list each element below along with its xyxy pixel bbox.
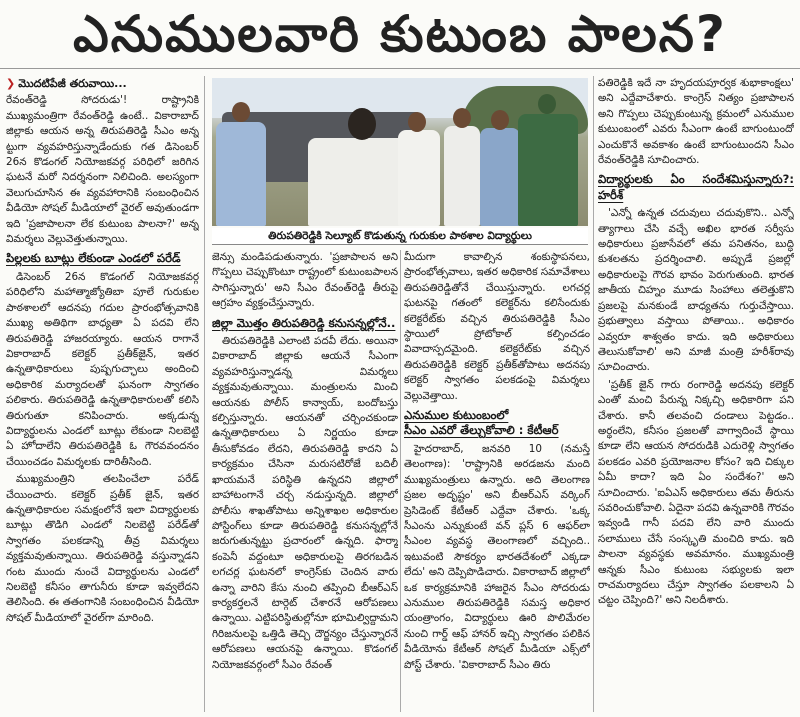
photo-person-head bbox=[491, 110, 509, 130]
column-divider bbox=[204, 76, 205, 712]
subhead-district: జిల్లా మొత్తం తిరుపతిరెడ్డి కనుసన్నల్లోనే.. bbox=[212, 315, 396, 330]
body-paragraph: 'ప్రతీక్ జైన్ గారు రంగారెడ్డి అదనపు కలెక్టర్ ఎంతో మంచి పేరున్న నిక్కచ్చి అధికారిగా పని చేశారు. కానీ తలవంచి దండాలు పెట్టడం.. అర్థంలేని, కనీసం ప్రజలతో వాగ్వాదించే స్థాయి కూడా లేని ఆయన సోదరుడికి ఎదురెళ్లి స్వాగతం పలకడం ఎవరి ప్రయోజనాల కోసం? ఇది చిక్కుల ఏమీ కాదా? ఇది ఏం సందేశం?' అని సూచించారు. 'ఐఏఎస్ అధికారులు తమ తీరును సవరించుకోవాలి. ఏదైనా పదవి ఉన్నవారికి గౌరవం ఇవ్వండి గానీ పదవి లేని వారి ముందు సలాములు చేసే సంస్కృతి మంచిది కాదు. ఇది పాలనా వ్యవస్థకు అవమానం. ముఖ్యమంత్రి ఆన్నకు సీఎం కుటుంబ సభ్యులకు ఇలా రాచమర్యాదలు చేస్తూ స్వాగతం పలకాలని ఏ చట్టం చెప్పింది?' అని నిలదీశారు. bbox=[598, 378, 794, 607]
intro-paragraph: రేవంత్‌రెడ్డి సోదరుడు'! రాష్ట్రానికి ముఖ్యమంత్రిగా రేవంత్‌రెడ్డి ఉంటే.. వికారాబాద్ జిల్లాకు ఆయన అన్న తిరుపతిరెడ్డి సీఎం అన్న ట్టుగా వ్యవహరిస్తున్నాడేందుకు గత డిసెంబర్ 26న కొడంగల్ నియోజకవర్గ పరిధిలో జరిగిన ఘటనే మరో నిదర్శనంగా నిలిచింది. అలస్యంగా వెలుగుచూసిన ఈ వ్యవహారానికి సంబంధించిన వీడియో సోషల్ మీడియాలో వైరల్ అవుతుండగా ఇది 'ప్రజాపాలనా లేక కుటుంబ పాలనా?' అన్న విమర్శలు వెల్లువెత్తుతున్నాయి. bbox=[6, 94, 199, 246]
subhead-harish: విద్యార్థులకు ఏం సందేశమిస్తున్నారు?: హరీశ్ bbox=[598, 172, 794, 202]
photo-person-head bbox=[538, 94, 556, 114]
headline: ఎనుములవారి కుటుంబ పాలన? bbox=[0, 0, 800, 69]
body-paragraph: హైదరాబాద్, జనవరి 10 (నమస్తే తెలంగాణ): 'రాష్ట్రానికి అరడజను మంది ముఖ్యమంత్రులు ఉన్నారు. అది తెలంగాణ ప్రజల అదృష్టం' అని బీఆర్‌ఎస్ వర్కింగ్ ప్రెసిడెంట్ కేటీఆర్ ఎద్దేవా చేశారు. 'ఒక్క సీఎంను ఎన్నుకుంటే వన్ ప్లస్ 6 ఆఫర్‌లా సీఎంల వ్యవస్థ తెలంగాణలో వచ్చింది.. ఇటువంటి సౌకర్యం భారతదేశంలో ఎక్కడా లేదు' అని దెప్పిపొడిచారు. వికారాబాద్ జిల్లాలో ఒక కార్యక్రమానికి హాజరైన సీఎం సోదరుడు ఎనుముల తిరుపతిరెడ్డికి సమస్త అధికార యంత్రాంగం, విద్యార్థులు ఊరి పొలిమేరల నుంచి గార్డ్ ఆఫ్ హానర్ ఇచ్చి స్వాగతం పలికిన వీడియోను కేటీఆర్ సోషల్ మీడియా ఎక్స్‌లో పోస్ట్ చేశారు. 'వికారాబాద్ సీఎం తిరు bbox=[404, 442, 590, 671]
kicker bbox=[6, 76, 199, 91]
photo-caption: తిరుపతిరెడ్డికి సెల్యూట్ కొడుతున్న గురుకుల పాఠశాల విద్యార్థులు bbox=[212, 228, 588, 245]
photo-person-head bbox=[408, 112, 426, 132]
column-divider bbox=[400, 250, 401, 712]
photo-person-head bbox=[348, 108, 376, 140]
body-paragraph: డిసెంబర్ 26న కొడంగల్ నియోజకవర్గ పరిధిలోని మహాత్మాజ్యోతిబా పూలే గురుకుల పాఠశాలలో ఆదనపు గదుల ప్రారంభోత్సవానికి ముఖ్య అతిథిగా బాధ్యతా ఏ పదవి లేని తిరుపతిరెడ్డి హాజరయ్యారు. ఆయన రాగానే వికారాబాద్ కలెక్టర్ ప్రతీక్‌జైన్, ఇతర ఉన్నతాధికారులు పుష్పగుచ్ఛాలు అందించి అధికారిక మర్యాదలతో ఘనంగా స్వాగతం పలికారు. తిరుపతిరెడ్డి ఉన్నతాధికారులతో కలిసి తిరుగుతూ కనిపించారు. అక్కడున్న విద్యార్థులను ఎండలో బూట్లు లేకుండా నిలబెట్టి ఏ హోదాలేని తిరుపతిరెడ్డికి ఓ గౌరవవందనం చేయించడం విమర్శలకు దారితీసింది. bbox=[6, 270, 199, 468]
body-paragraph: జెన్సు మండిపడుతున్నారు. 'ప్రజాపాలన అని గొప్పలు చెప్పుకొంటూ రాష్ట్రంలో కుటుంబపాలన సాగిస్తున్నారు' అని సీఎం రేవంత్‌రెడ్డి తీరుపై ఆగ్రహం వ్యక్తంచేస్తున్నారు. bbox=[212, 251, 398, 310]
subhead-ktr-line2: సీఎం ఎవరో తేల్చుకోవాలి : కేటీఆర్ bbox=[404, 423, 559, 438]
photo-person-head bbox=[232, 102, 250, 122]
body-paragraph: 'ఎన్నో ఉన్నత చదువులు చదువుకొని.. ఎన్నో త్యాగాలు చేసి వచ్చే అఖిల భారత సర్వీసు అధికారులు ప్రజాసేవలో తమ పనితనం, బుద్ధి కుశలతను ప్రదర్శించాలి. అప్పుడే ప్రజల్లో అధికారులపై గౌరవ భావం పెరుగుతుంది. భారత జాతీయ చిహ్నం మూడు సింహాలు తలెత్తుకొని ప్రజలపై మనకుండే బాధ్యతను గుర్తుచేస్తాయి. ప్రభుత్వాలు వస్తాయి పోతాయి.. అధికారం ఎవ్వరూ శాశ్వతం కాదు. ఇది అధికారులు తెలుసుకోవాలి' అని మాజీ మంత్రి హరీశ్‌రావు సూచించారు. bbox=[598, 207, 794, 374]
kicker-text: మొదటిపేజీ తరువాయి... bbox=[18, 77, 127, 90]
photo-person bbox=[480, 128, 520, 226]
column-3 bbox=[404, 250, 590, 712]
body-paragraph: తిరుపతిరెడ్డికి ఎలాంటి పదవీ లేదు. అయినా వికారాబాద్ జిల్లాకు ఆయనే సీఎంగా వ్యవహరిస్తున్నాడన్న విమర్శలు వ్యక్తమవుతున్నాయి. మంత్రులను మించి ఆయనకు పోలీస్ కాన్వాయ్, బందోబస్తు కల్పిస్తున్నారు. ఆయనతో చర్చించకుండా ఉన్నతాధికారులు ఏ నిర్ణయం కూడా తీసుకోవడం లేదని, తిరుపతిరెడ్డి కాదని ఏ కార్యక్రమం చేసినా మరుసటిరోజే బదిలీ ఖాయమనే పరిస్థితి ఉన్నదని జిల్లాలో బాహాటంగానే చర్చ నడుస్తున్నది. జిల్లాలో పోలీసు శాఖతోపాటు అన్నిశాఖల అధికారుల పోస్టింగ్‌లు కూడా తిరుపతిరెడ్డి కనుసన్నల్లోనే జరుగుతున్నట్టు ప్రచారంలో ఉన్నది. ఫార్మా కంపెనీ వద్దంటూ అధికారులపై తిరగబడిన లగచర్ల ఘటనలో కాంగ్రెస్‌కు చెందిన వారు ఉన్నా వారిని కేసు నుంచి తప్పించి బీఆర్‌ఎస్ కార్యకర్తలనే టార్గెట్ చేశారనే ఆరోపణలు ఉన్నాయి. ఎట్టిపరిస్థితుల్లోనూ భూమిల్విద్దామని గిరిజనులపై ఒత్తిడి తెచ్చి దౌర్జన్యం చేస్తున్నారనే ఆరోపణలు ఆయనపై ఉన్నాయి. కొడంగల్ నియోజకవర్గంలో సీఎం రేవంత్ bbox=[212, 335, 398, 671]
news-photo bbox=[212, 78, 588, 226]
body-paragraph: మీదుగా కావాల్సిన శంకుస్థాపనలు, ప్రారంభోత్సవాలు, ఇతర అధికారిక సమావేశాలు తిరుపతిరెడ్డితోనే చేయిస్తున్నారు. లగచర్ల ఘటనపై గతంలో కలెక్టర్‌ను కలిసేందుకు కలెక్టరేట్‌కు వచ్చిన తిరుపతిరెడ్డికి సీఎం స్థాయిలో ప్రోటోకాల్ కల్పించడం వివాదాస్పదమైంది. కలెక్టరేట్‌కు వచ్చిన తిరుపతిరెడ్డికి కలెక్టర్ ప్రతీక్‌తోపాటు అదనపు కలెక్టర్ స్వాగతం పలకడంపై విమర్శలు వెల్లువెత్తాయి. bbox=[404, 251, 590, 402]
column-4 bbox=[598, 76, 794, 712]
column-divider bbox=[593, 76, 594, 712]
photo-person bbox=[444, 126, 480, 226]
photo-person bbox=[398, 130, 440, 226]
body-paragraph: ముఖ్యమంత్రిని తలపించేలా పరేడ్ చేయించారు. కలెక్టర్ ప్రతీక్ జైన్, ఇతర ఉన్నతాధికారుల సమక్షంలోనే ఇలా విద్యార్థులకు బూట్లు తొడిగి ఎండలో నిలబెట్టి పరేడ్‌తో స్వాగతం పలకడాన్ని తీవ్ర విమర్శలు వ్యక్తమవుతున్నాయి. తిరుపతిరెడ్డి వస్తున్నాడని గంట ముందు నుంచే విద్యార్థులను ఎండలో నిలబెట్టి కనీసం తాగునీరు కూడా ఇవ్వలేదని తెలిసింది. ఈ తతంగానికి సంబంధించిన వీడియో సోషల్ మీడియాలో వైరల్‌గా మారింది. bbox=[6, 473, 199, 624]
subhead-ktr-line1: ఎనుముల కుటుంబంలో bbox=[404, 408, 509, 423]
photo-person-head bbox=[453, 108, 471, 128]
column-2 bbox=[212, 250, 398, 712]
photo-person-police bbox=[518, 114, 578, 226]
column-1 bbox=[6, 76, 199, 712]
photo-person bbox=[216, 122, 266, 226]
body-paragraph: పతిరెడ్డికి ఇదే నా హృదయపూర్వక శుభాకాంక్షలు' అని ఎద్దేవాచేశారు. కాంగ్రెస్ నిత్యం ప్రజాపాలన అని గొప్పలు చెప్పుకుంటున్న క్రమంలో ఎనుముల కుటుంబంలో ఎవరు సీఎంగా ఉంటే బాగుంటుందో ఎంచుకొనే అవకాశం ఉంటే బాగుంటుందని సీఎం రేవంత్‌రెడ్డికి సూచించారు. bbox=[598, 77, 794, 167]
chevron-right-icon: ❯ bbox=[6, 77, 16, 90]
subhead-parade: పిల్లలకు బూట్లు లేకుండా ఎండలో పరేడ్ bbox=[6, 251, 181, 266]
